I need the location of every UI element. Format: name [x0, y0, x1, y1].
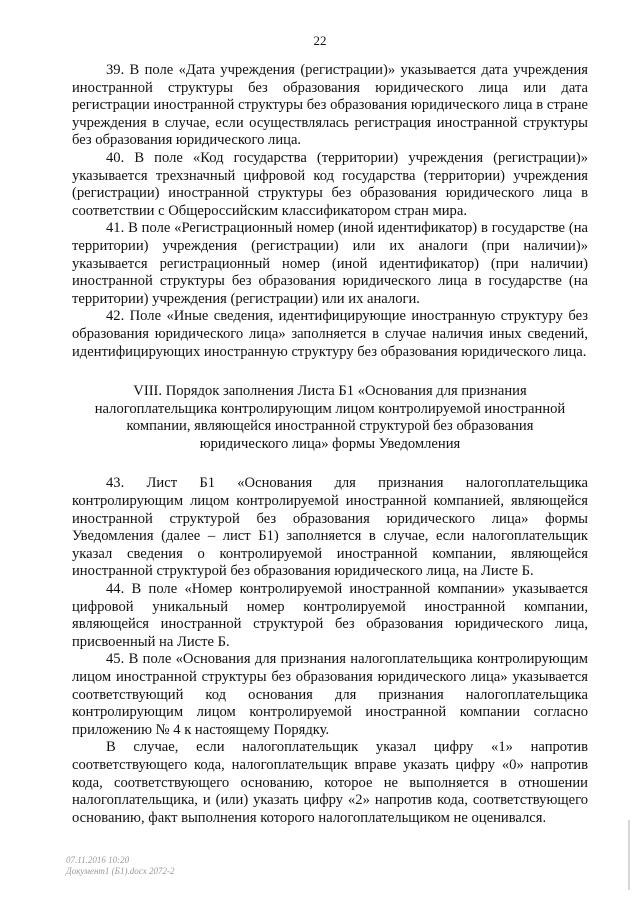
paragraph-42: 42. Поле «Иные сведения, идентифицирующие иностранную структуру без образования юридического лица» заполняется в случае наличия иных сведений, идентифицирующих иностранную структуру без образования юридического лица. — [72, 308, 588, 360]
document-body — [72, 62, 588, 827]
paragraph-41: 41. В поле «Регистрационный номер (иной идентификатор) в государстве (на территории) учреждения (регистрации) или их аналоги (при наличии)» указывается регистрационный номер (иной идентификатор) (при наличии) иностранной структуры без образования юридического лица в государстве (на территории) учреждения (регистрации) или их аналоги. — [72, 220, 588, 307]
paragraph-43: 43. Лист Б1 «Основания для признания налогоплательщика контролирующим лицом контролируемой иностранной компанией, являющейся иностранной структурой без образования юридического лица» формы Уведомления (далее – лист Б1) заполняется в случае, если налогоплательщик указал сведения о контролируемой иностранной компании, являющейся иностранной структурой без образования юридического лица, на Листе Б. — [72, 475, 588, 580]
paragraph-45: 45. В поле «Основания для признания налогоплательщика контролирующим лицом иностранной структуры без образования юридического лица» указывается соответствующий код основания для признания налогоплательщика контролирующим лицом контролируемой иностранной компании согласно приложению № 4 к настоящему Порядку. — [72, 651, 588, 738]
paragraph-39: 39. В поле «Дата учреждения (регистрации)» указывается дата учреждения иностранной структуры без образования юридического лица или дата регистрации иностранной структуры без образования юридического лица в стране учреждения в случае, если осуществлялась регистрация иностранной структуры без образования юридического лица. — [72, 62, 588, 149]
scan-edge-mark — [628, 820, 630, 890]
file-footer — [66, 855, 174, 877]
paragraph-40: 40. В поле «Код государства (территории) учреждения (регистрации)» указывается трехзначный цифровой код государства (территории) учреждения (регистрации) иностранной структуры без образования юридического лица в соответствии с Общероссийским классификатором стран мира. — [72, 149, 588, 219]
paragraph-45-continuation: В случае, если налогоплательщик указал цифру «1» напротив соответствующего кода, налогоплательщик вправе указать цифру «0» напротив кода, соответствующего основанию, которое не выполняется в отношении налогоплательщика, и (или) указать цифру «2» напротив кода, соответствующего основанию, факт выполнения которого налогоплательщиком не оценивался. — [72, 739, 588, 826]
section-heading: VIII. Порядок заполнения Листа Б1 «Основания для признания налогоплательщика контролирующим лицом контролируемой иностранной компании, являющейся иностранной структурой без образования юридического лица» формы Уведомления — [94, 383, 566, 452]
footer-timestamp: 07.11.2016 10:20 — [66, 855, 130, 865]
footer-filename: Документ1 (Б1).docx 2072-2 — [66, 866, 175, 876]
paragraph-44: 44. В поле «Номер контролируемой иностранной компании» указывается цифровой уникальный номер контролируемой иностранной компании, являющейся иностранной структурой без образования юридического лица, присвоенный на Листе Б. — [72, 581, 588, 650]
page-number: 22 — [313, 33, 327, 48]
